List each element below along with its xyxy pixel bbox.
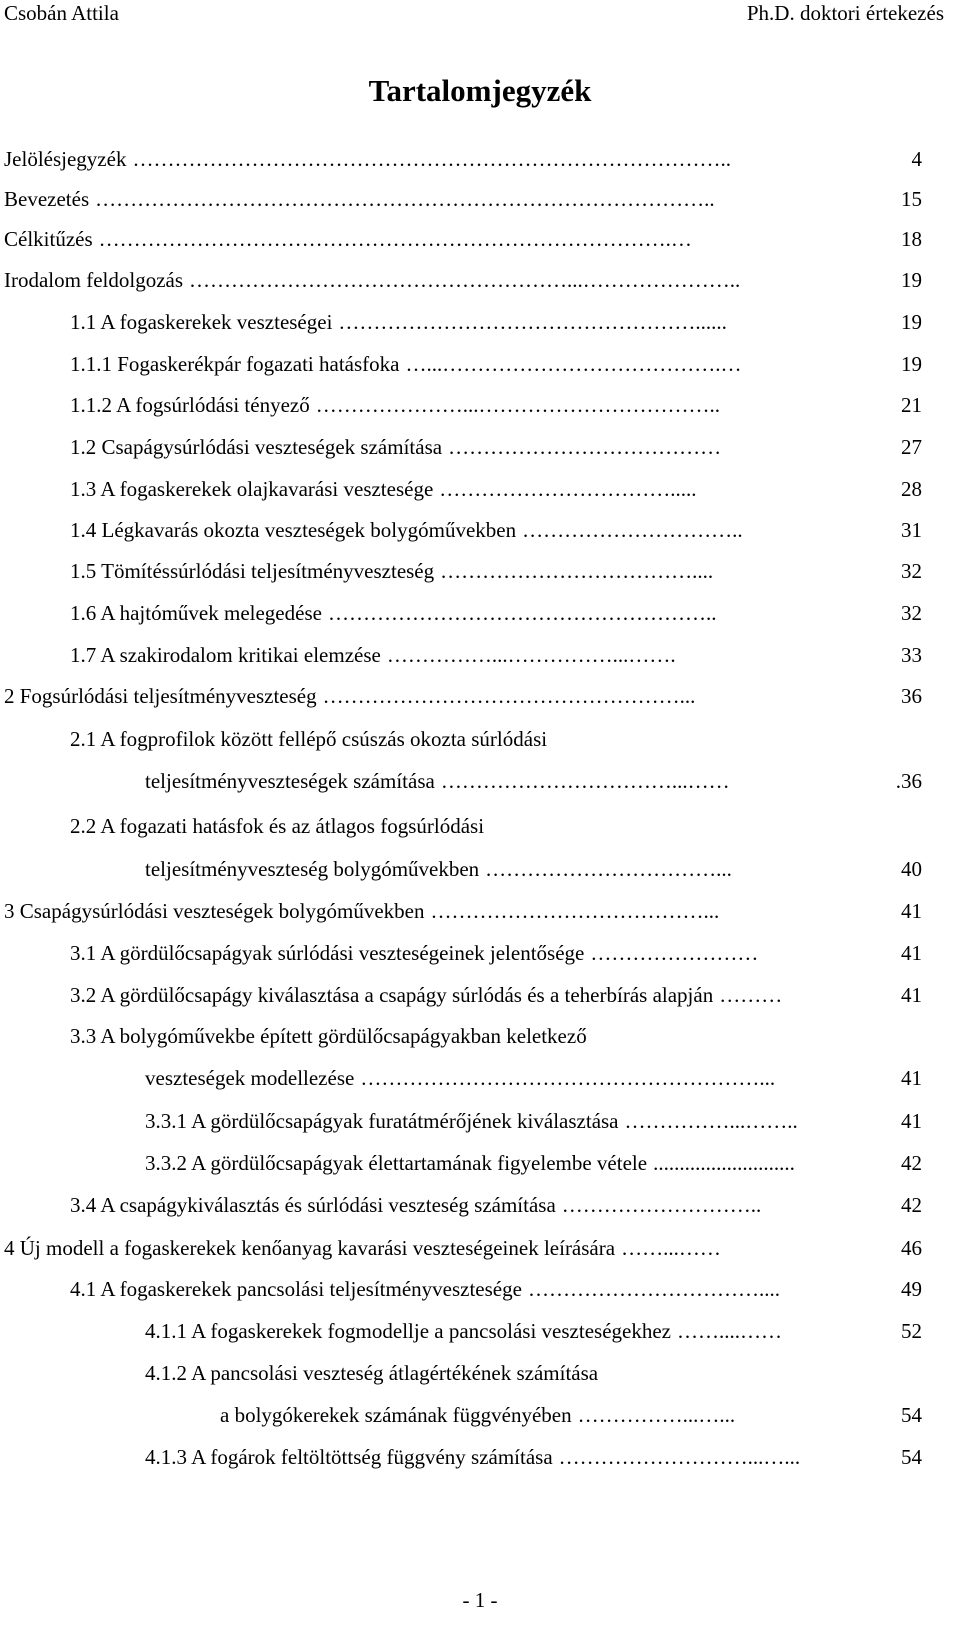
toc-entry-leader: ……………………………………………...... xyxy=(338,310,727,334)
toc-entry[interactable] xyxy=(70,390,922,420)
toc-entry-title: 3.4 A csapágykiválasztás és súrlódási veszteség számítása xyxy=(70,1193,556,1217)
toc-entry-page: 32 xyxy=(901,559,922,583)
toc-entry-leader: ……………………………...…… xyxy=(440,769,730,793)
toc-entry[interactable] xyxy=(4,681,922,711)
toc-entry-page: 40 xyxy=(901,857,922,881)
toc-entry-page: 21 xyxy=(901,393,922,417)
toc-entry-title: 2.2 A fogazati hatásfok és az átlagos fogsúrlódási xyxy=(70,814,485,838)
toc-entry[interactable] xyxy=(70,432,922,462)
toc-entry[interactable] xyxy=(145,1316,922,1346)
toc-entry-title: 1.7 A szakirodalom kritikai elemzése xyxy=(70,643,381,667)
toc-entry-title: Bevezetés xyxy=(4,187,90,211)
toc-entry[interactable] xyxy=(70,474,922,504)
toc-entry-leader: ……………………………………………... xyxy=(322,684,696,708)
toc-entry[interactable] xyxy=(70,349,922,379)
toc-entry-title: Jelölésjegyzék xyxy=(4,147,127,171)
toc-entry-page: 33 xyxy=(901,643,922,667)
toc-entry-page: 41 xyxy=(901,1109,922,1133)
toc-entry[interactable] xyxy=(145,1063,922,1093)
toc-entry-leader: ……...…… xyxy=(621,1236,721,1260)
toc-entry-page: 54 xyxy=(901,1445,922,1469)
toc-entry-title: 3.3.2 A gördülőcsapágyak élettartamának figyelembe vétele xyxy=(145,1151,648,1175)
toc-entry-page: 32 xyxy=(901,601,922,625)
toc-entry-page: 31 xyxy=(901,518,922,542)
toc-entry[interactable] xyxy=(4,144,922,174)
toc-entry-title: 4.1.2 A pancsolási veszteség átlagértékének számítása xyxy=(145,1361,599,1385)
toc-entry-leader: ………………………...…... xyxy=(558,1445,801,1469)
toc-entry-title: 1.3 A fogaskerekek olajkavarási vesztesége xyxy=(70,477,434,501)
toc-entry-title: 3.3.1 A gördülőcsapágyak furatátmérőjének kiválasztása xyxy=(145,1109,619,1133)
toc-entry-page: 27 xyxy=(901,435,922,459)
toc-entry[interactable] xyxy=(70,811,922,841)
toc-entry-leader: ………………………………… xyxy=(448,435,722,459)
toc-entry-leader: …………………………….... xyxy=(527,1277,780,1301)
toc-entry[interactable] xyxy=(220,1400,922,1430)
toc-entry[interactable] xyxy=(70,980,922,1010)
toc-entry-page: .36 xyxy=(895,769,922,793)
page-number: - 1 - xyxy=(462,1588,498,1612)
toc-entry[interactable] xyxy=(70,938,922,968)
toc-entry-page: 41 xyxy=(901,899,922,923)
toc-entry-page: 19 xyxy=(901,310,922,334)
toc-entry-title: 1.6 A hajtóművek melegedése xyxy=(70,601,322,625)
toc-entry[interactable] xyxy=(4,224,922,254)
toc-entry[interactable] xyxy=(145,1106,922,1136)
toc-entry[interactable] xyxy=(70,556,922,586)
toc-entry[interactable] xyxy=(145,1442,922,1472)
toc-entry-title: 1.1 A fogaskerekek veszteségei xyxy=(70,310,333,334)
toc-entry-title: Célkitűzés xyxy=(4,227,93,251)
toc-entry-leader: ……………...…….. xyxy=(624,1109,798,1133)
toc-entry-page: 42 xyxy=(901,1151,922,1175)
toc-entry-leader: ……....…… xyxy=(676,1319,782,1343)
toc-entry-leader: …...………………………………….… xyxy=(405,352,742,376)
toc-entry-page: 18 xyxy=(901,227,922,251)
toc-entry-leader: ……………………………………………….. xyxy=(327,601,717,625)
toc-entry-leader: ……………...…... xyxy=(577,1403,736,1427)
toc-entry-title: 3.3 A bolygóművekbe épített gördülőcsapágyakban keletkező xyxy=(70,1024,587,1048)
toc-entry[interactable] xyxy=(70,598,922,628)
toc-entry-leader: ........................... xyxy=(653,1151,795,1175)
toc-entry-title: 1.2 Csapágysúrlódási veszteségek számítása xyxy=(70,435,443,459)
toc-entry[interactable] xyxy=(145,854,922,884)
toc-entry[interactable] xyxy=(70,1274,922,1304)
toc-entry-leader: …………………………………... xyxy=(430,899,720,923)
toc-entry-leader: ……………………………..... xyxy=(439,477,697,501)
toc-entry[interactable] xyxy=(70,1190,922,1220)
toc-entry-leader: ……………………….. xyxy=(561,1193,762,1217)
toc-entry-title: 1.1.2 A fogsúrlódási tényező xyxy=(70,393,310,417)
toc-entry-leader: …………………………………………………………………………….. xyxy=(95,187,715,211)
toc-entry-title: 4.1.1 A fogaskerekek fogmodellje a pancsolási veszteségekhez xyxy=(145,1319,671,1343)
toc-entry-page: 4 xyxy=(911,147,922,171)
toc-entry[interactable] xyxy=(70,515,922,545)
toc-entry-title: 2 Fogsúrlódási teljesítményveszteség xyxy=(4,684,317,708)
toc-entry-title: 3 Csapágysúrlódási veszteségek bolygóművekben xyxy=(4,899,425,923)
toc-entry-title: 2.1 A fogprofilok között fellépő csúszás okozta súrlódási xyxy=(70,727,548,751)
toc-entry-page: 52 xyxy=(901,1319,922,1343)
toc-entry[interactable] xyxy=(70,640,922,670)
toc-entry-leader: …………………...…………………………….. xyxy=(315,393,720,417)
toc-entry-title: veszteségek modellezése xyxy=(145,1066,355,1090)
toc-entry-leader: ……… xyxy=(719,983,783,1007)
page-header xyxy=(0,0,960,28)
toc-entry[interactable] xyxy=(145,1358,922,1388)
header-author: Csobán Attila xyxy=(4,1,119,25)
toc-entry-title: 1.1.1 Fogaskerékpár fogazati hatásfoka xyxy=(70,352,400,376)
toc-entry-page: 19 xyxy=(901,268,922,292)
toc-entry[interactable] xyxy=(70,1021,922,1051)
toc-entry-page: 41 xyxy=(901,983,922,1007)
toc-entry-title: 1.5 Tömítéssúrlódási teljesítményveszteség xyxy=(70,559,435,583)
toc-entry-leader: ……………………………………………………………………….… xyxy=(98,227,692,251)
toc-entry-title: teljesítményveszteségek számítása xyxy=(145,769,435,793)
toc-entry-title: 4.1.3 A fogárok feltöltöttség függvény számítása xyxy=(145,1445,553,1469)
toc-entry[interactable] xyxy=(4,184,922,214)
toc-entry-leader: ………………………………………………...………………….. xyxy=(189,268,741,292)
toc-entry[interactable] xyxy=(145,766,922,796)
toc-entry-title: a bolygókerekek számának függvényében xyxy=(220,1403,572,1427)
toc-entry-title: 1.4 Légkavarás okozta veszteségek bolygóművekben xyxy=(70,518,517,542)
toc-entry-leader: ……………………………….... xyxy=(440,559,714,583)
toc-entry[interactable] xyxy=(4,1233,922,1263)
toc-entry-page: 41 xyxy=(901,941,922,965)
toc-entry-title: 3.1 A gördülőcsapágyak súrlódási veszteségeinek jelentősége xyxy=(70,941,585,965)
toc-entry-page: 49 xyxy=(901,1277,922,1301)
toc-entry[interactable] xyxy=(70,307,922,337)
toc-entry-title: teljesítményveszteség bolygóművekben xyxy=(145,857,480,881)
toc-entry-leader: ……………...……………...……. xyxy=(386,643,676,667)
toc-entry-leader: ………………………….. xyxy=(522,518,743,542)
toc-entry-page: 19 xyxy=(901,352,922,376)
header-doc-type: Ph.D. doktori értekezés xyxy=(746,1,944,25)
toc-entry-leader: …………………… xyxy=(590,941,759,965)
toc-entry[interactable] xyxy=(145,1148,922,1178)
toc-entry-leader: …………………………………………………... xyxy=(360,1066,776,1090)
toc-entry-page: 42 xyxy=(901,1193,922,1217)
toc-entry-title: 4.1 A fogaskerekek pancsolási teljesítményvesztesége xyxy=(70,1277,522,1301)
toc-entry-page: 36 xyxy=(901,684,922,708)
toc-entry-page: 28 xyxy=(901,477,922,501)
toc-entry-page: 15 xyxy=(901,187,922,211)
toc-entry-title: 4 Új modell a fogaskerekek kenőanyag kavarási veszteségeinek leírására xyxy=(4,1236,616,1260)
page-title: Tartalomjegyzék xyxy=(368,73,592,108)
toc-entry-leader: ……………………………... xyxy=(485,857,732,881)
toc-entry-title: 3.2 A gördülőcsapágy kiválasztása a csapágy súrlódás és a teherbírás alapján xyxy=(70,983,714,1007)
toc-entry-page: 54 xyxy=(901,1403,922,1427)
toc-entry-page: 46 xyxy=(901,1236,922,1260)
toc-entry-title: Irodalom feldolgozás xyxy=(4,268,184,292)
toc-entry[interactable] xyxy=(4,896,922,926)
toc-entry[interactable] xyxy=(70,724,922,754)
toc-entry-page: 41 xyxy=(901,1066,922,1090)
toc-entry[interactable] xyxy=(4,265,922,295)
toc-entry-leader: ………………………………………………………………………….. xyxy=(132,147,731,171)
